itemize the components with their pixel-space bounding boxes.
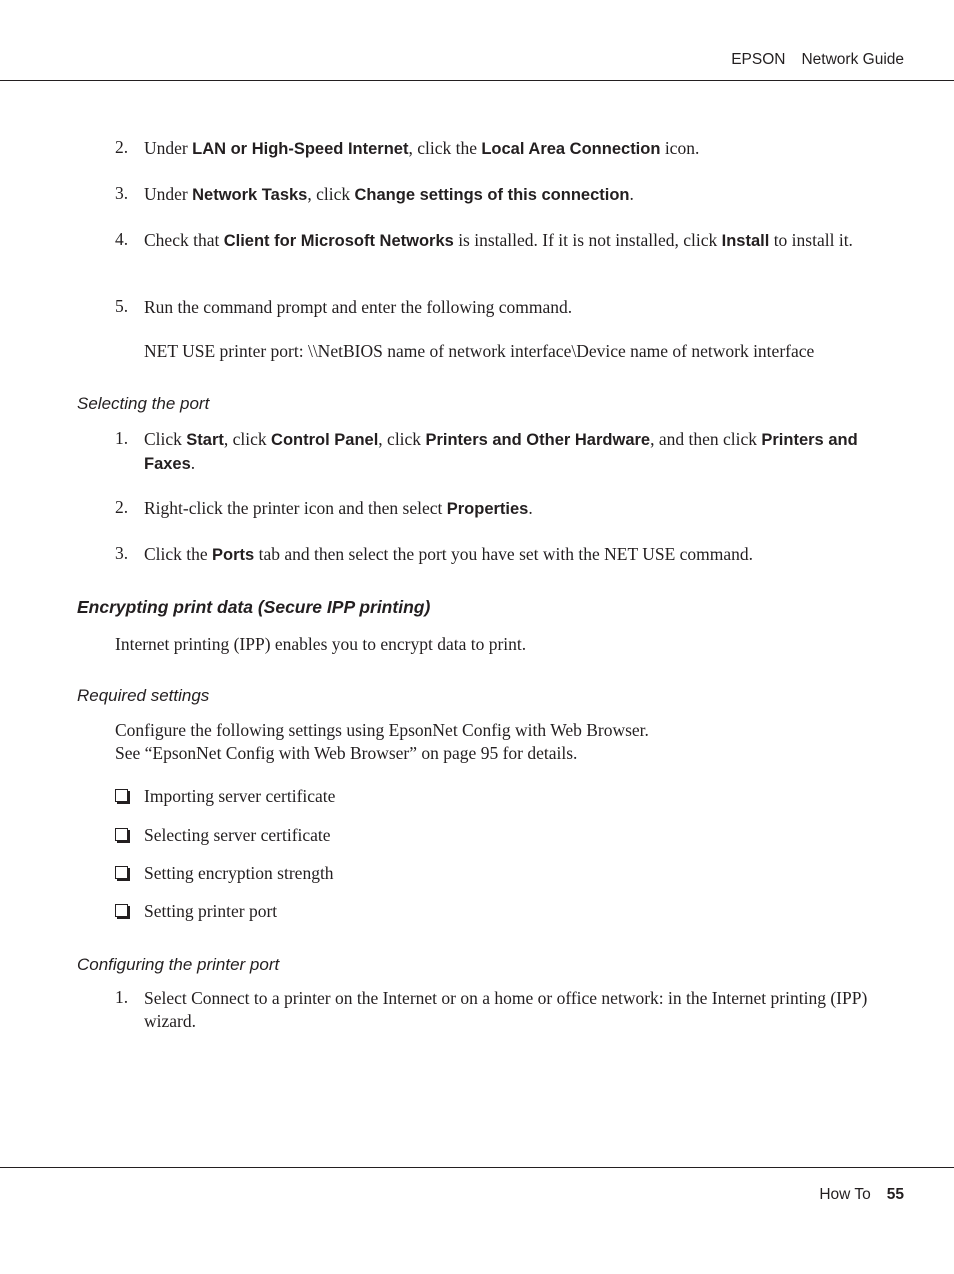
subheading-required-settings: Required settings <box>77 686 210 705</box>
step-number: 2. <box>115 497 129 517</box>
checkbox-bullet-icon <box>115 866 128 879</box>
page-footer <box>819 1186 904 1204</box>
list-item: Importing server certificate <box>115 786 335 807</box>
footer-rule <box>0 1167 954 1168</box>
step-number: 2. <box>115 137 129 157</box>
footer-section: How To <box>819 1186 871 1203</box>
step-item <box>115 229 885 253</box>
step-number: 3. <box>115 183 129 203</box>
header-guide-title: Network Guide <box>801 51 904 68</box>
list-item: Selecting server certificate <box>115 825 331 846</box>
page-header <box>731 51 904 69</box>
step-number: 5. <box>115 296 129 316</box>
subheading-selecting-port: Selecting the port <box>77 394 210 413</box>
required-line: Configure the following settings using EpsonNet Config with Web Browser. <box>115 720 649 740</box>
step-item <box>115 137 885 161</box>
required-paragraph <box>115 719 895 764</box>
step-item <box>115 497 885 521</box>
step-item <box>115 543 885 567</box>
checkbox-bullet-icon <box>115 904 128 917</box>
step-text: Run the command prompt and enter the following command. <box>144 297 573 317</box>
step-text: Select Connect to a printer on the Internet or on a home or office network: in the Internet printing (IPP) wizard. <box>144 988 868 1031</box>
list-item: Setting encryption strength <box>115 863 334 884</box>
step-item <box>115 183 885 207</box>
step-text: Click Start, click Control Panel, click Printers and Other Hardware, and then click Printers and Faxes. <box>144 429 858 473</box>
list-item: Setting printer port <box>115 901 277 922</box>
step-number: 1. <box>115 987 129 1007</box>
step-number: 4. <box>115 229 129 249</box>
page-number: 55 <box>886 1186 904 1203</box>
step-number: 1. <box>115 428 129 448</box>
step-item <box>115 987 885 1033</box>
step-text: Right-click the printer icon and then select Properties. <box>144 498 533 518</box>
intro-paragraph: Internet printing (IPP) enables you to encrypt data to print. <box>115 634 527 654</box>
section-heading-encrypting: Encrypting print data (Secure IPP printing) <box>77 597 431 617</box>
step-item <box>115 428 885 476</box>
step-text: Check that Client for Microsoft Networks is installed. If it is not installed, click Install to install it. <box>144 230 853 250</box>
required-line: See “EpsonNet Config with Web Browser” on page 95 for details. <box>115 742 578 763</box>
step-number: 3. <box>115 543 129 563</box>
header-brand: EPSON <box>731 51 786 68</box>
command-line: NET USE printer port: \\NetBIOS name of network interface\Device name of network interface <box>144 341 815 361</box>
step-text: Under LAN or High-Speed Internet, click the Local Area Connection icon. <box>144 138 700 158</box>
checkbox-bullet-icon <box>115 828 128 841</box>
step-text: Under Network Tasks, click Change settings of this connection. <box>144 184 634 204</box>
header-rule <box>0 80 954 81</box>
subheading-configuring-port: Configuring the printer port <box>77 955 280 974</box>
step-item <box>115 296 885 319</box>
step-text: Click the Ports tab and then select the port you have set with the NET USE command. <box>144 544 754 564</box>
checkbox-bullet-icon <box>115 789 128 802</box>
